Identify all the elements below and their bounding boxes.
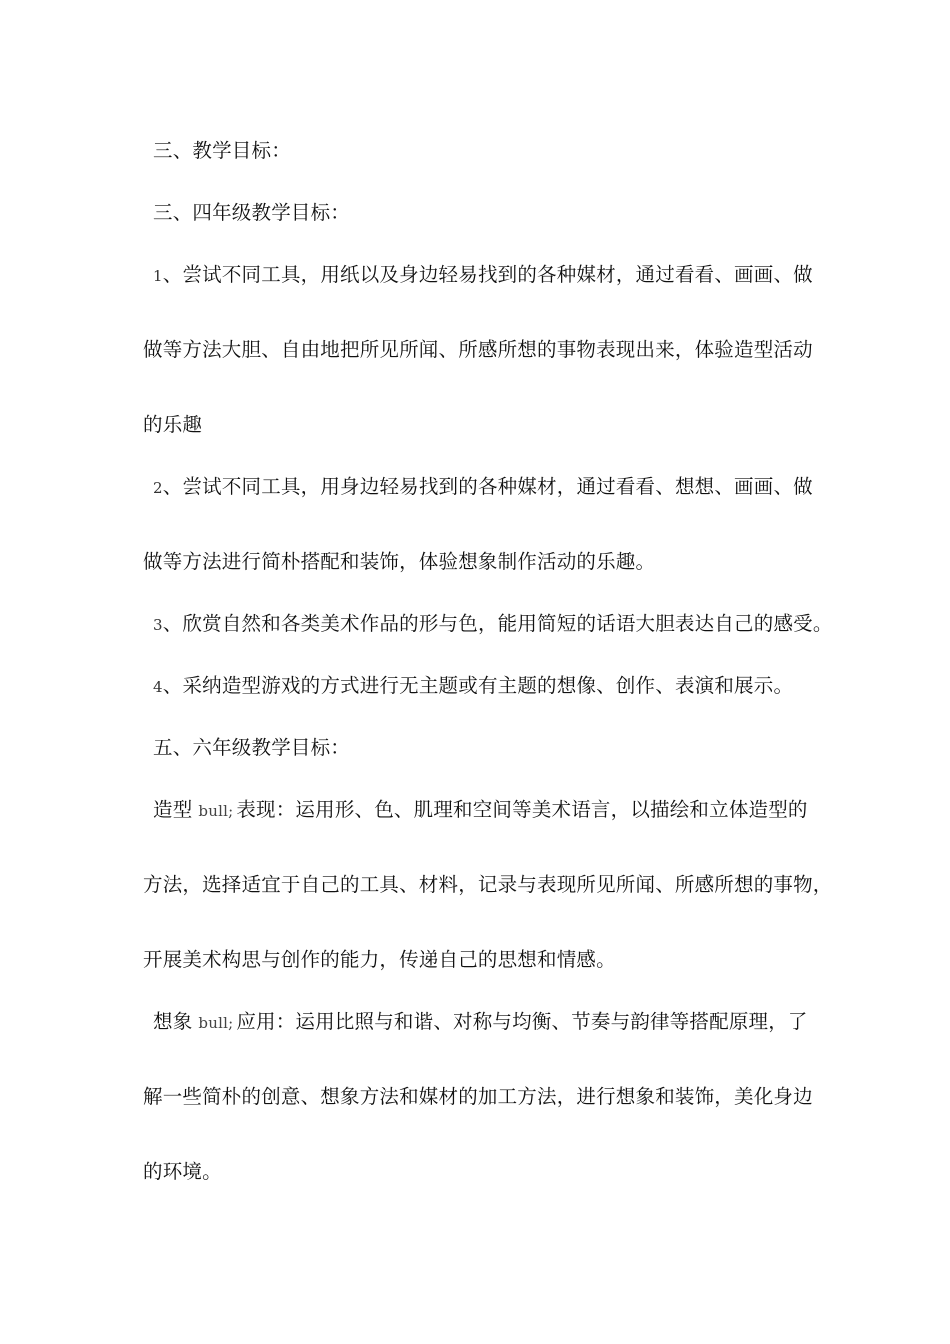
item-1-line-1 [153, 263, 833, 288]
item-1-number: 1 [153, 267, 163, 285]
para-2-line-2: 解一些简朴的创意、想象方法和媒材的加工方法，进行想象和装饰，美化身边 [143, 1085, 813, 1108]
para-2-text: 应用：运用比照与和谐、对称与均衡、节奏与韵律等搭配原理，了 [236, 1010, 808, 1033]
item-2-line-2: 做等方法进行简朴搭配和装饰，体验想象制作活动的乐趣。 [143, 550, 656, 573]
para-2-bull: bull; [198, 1014, 234, 1032]
para-2-lead: 想象 [153, 1010, 193, 1033]
item-4-text: 、采纳造型游戏的方式进行无主题或有主题的想像、创作、表演和展示。 [162, 674, 794, 697]
heading-grade6-goals: 五、六年级教学目标： [153, 736, 351, 759]
para-2-line-1 [153, 1010, 833, 1035]
item-2-text: 、尝试不同工具，用身边轻易找到的各种媒材，通过看看、想想、画画、做 [162, 475, 813, 498]
item-3-text: 、欣赏自然和各类美术作品的形与色，能用简短的话语大胆表达自己的感受。 [162, 612, 833, 635]
heading-teaching-goals: 三、教学目标： [153, 139, 291, 162]
item-2-number: 2 [153, 479, 163, 497]
item-3-number: 3 [153, 616, 163, 634]
para-1-line-3: 开展美术构思与创作的能力，传递自己的思想和情感。 [143, 948, 616, 971]
item-4 [153, 674, 833, 699]
item-1-text: 、尝试不同工具，用纸以及身边轻易找到的各种媒材，通过看看、画画、做 [162, 263, 813, 286]
item-4-number: 4 [153, 678, 163, 696]
para-1-line-2: 方法，选择适宜于自己的工具、材料，记录与表现所见所闻、所感所想的事物， [143, 873, 833, 896]
item-2-line-1 [153, 475, 833, 500]
para-1-bull: bull; [198, 802, 234, 820]
para-1-lead: 造型 [153, 798, 193, 821]
heading-grade4-goals: 三、四年级教学目标： [153, 201, 351, 224]
item-1-line-2: 做等方法大胆、自由地把所见所闻、所感所想的事物表现出来，体验造型活动 [143, 338, 813, 361]
item-1-line-3: 的乐趣 [143, 413, 203, 436]
para-2-line-3: 的环境。 [143, 1160, 222, 1183]
para-1-text: 表现：运用形、色、肌理和空间等美术语言，以描绘和立体造型的 [236, 798, 808, 821]
para-1-line-1 [153, 798, 833, 823]
item-3 [153, 612, 833, 637]
